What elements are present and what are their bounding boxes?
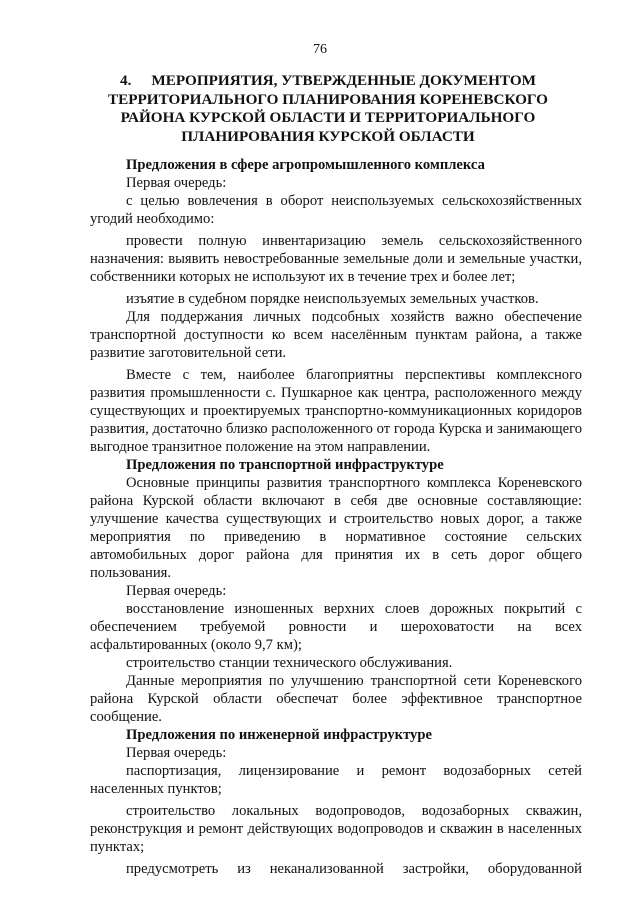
document-body (90, 156, 582, 878)
paragraph: провести полную инвентаризацию земель сельскохозяйственного назначения: выявить невостребованные земельные доли и земельные участки, собственники которых не используют их в течение трех и более лет; (90, 233, 582, 285)
subheading-engineering: Предложения по инженерной инфраструктуре (126, 727, 432, 743)
paragraph: Вместе с тем, наиболее благоприятны перспективы комплексного развития промышленности с. Пушкарное как центра, расположенного между существующих и проектируемых транспортно-коммуникационных коридоров развития, достаточно близко расположенного от города Курска и занимающего выгодное транзитное положение на этом направлении. (90, 367, 582, 455)
subheading-transport: Предложения по транспортной инфраструктуре (126, 457, 444, 473)
paragraph: Для поддержания личных подсобных хозяйств важно обеспечение транспортной доступности ко всем населённым пунктам района, а также развитие заготовительной сети. (90, 309, 582, 361)
paragraph: изъятие в судебном порядке неиспользуемых земельных участков. (126, 291, 539, 307)
paragraph: Первая очередь: (126, 583, 227, 599)
paragraph: Данные мероприятия по улучшению транспортной сети Кореневского района Курской области обеспечат более эффективное транспортное сообщение. (90, 673, 582, 725)
paragraph: Первая очередь: (126, 745, 227, 761)
paragraph: паспортизация, лицензирование и ремонт водозаборных сетей населенных пунктов; (90, 763, 582, 797)
section-number: 4. (119, 72, 132, 89)
subheading-agro: Предложения в сфере агропромышленного комплекса (126, 157, 485, 173)
section-heading (96, 72, 560, 146)
paragraph: Основные принципы развития транспортного комплекса Кореневского района Курской области включают в себя две основные составляющие: улучшение качества существующих и строительство новых дорог, а также мероприятия по приведению в нормативное состояние сельских автомобильных дорог района для принятия их в сеть дорог общего пользования. (90, 475, 582, 581)
section-title: МЕРОПРИЯТИЯ, УТВЕРЖДЕННЫЕ ДОКУМЕНТОМ ТЕРРИТОРИАЛЬНОГО ПЛАНИРОВАНИЯ КОРЕНЕВСКОГО РАЙОНА КУРСКОЙ ОБЛАСТИ И ТЕРРИТОРИАЛЬНОГО ПЛАНИРОВАНИЯ КУРСКОЙ ОБЛАСТИ (107, 72, 548, 145)
paragraph: Первая очередь: (126, 175, 227, 191)
page-number: 76 (313, 42, 327, 57)
paragraph: восстановление изношенных верхних слоев дорожных покрытий с обеспечением требуемой ровности и шероховатости на всех асфальтированных (около 9,7 км); (90, 601, 582, 653)
paragraph: строительство локальных водопроводов, водозаборных скважин, реконструкция и ремонт действующих водопроводов и скважин в населенных пунктах; (90, 803, 582, 855)
paragraph: с целью вовлечения в оборот неиспользуемых сельскохозяйственных угодий необходимо: (90, 193, 582, 227)
paragraph: предусмотреть из неканализованной застройки, оборудованной (126, 861, 582, 877)
paragraph: строительство станции технического обслуживания. (126, 655, 453, 671)
